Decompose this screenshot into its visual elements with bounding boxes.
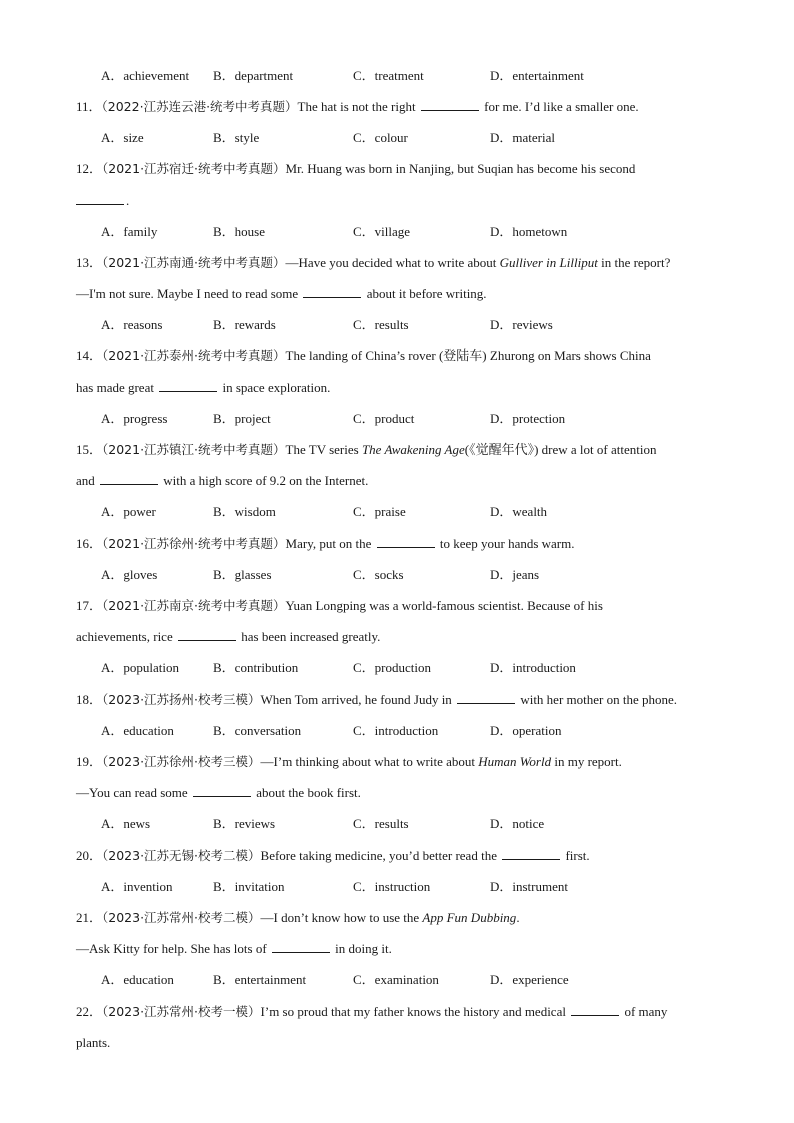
q19-option-b: B．reviews bbox=[213, 816, 276, 831]
q18-option-b: B．conversation bbox=[213, 723, 302, 738]
q14-line2-text: has made great bbox=[76, 380, 154, 395]
q15-option-d: D．wealth bbox=[490, 504, 548, 519]
q17-option-b: B．contribution bbox=[213, 660, 299, 675]
q21-number: 21． bbox=[76, 910, 103, 925]
q21-text-after: . bbox=[516, 910, 520, 925]
q20-stem bbox=[76, 847, 724, 865]
q10-option-a: A．achievement bbox=[101, 68, 190, 83]
q15-blank bbox=[100, 472, 158, 485]
q13-options bbox=[101, 316, 734, 334]
q10-option-c: C．treatment bbox=[353, 68, 424, 83]
q21-app-name: App Fun Dubbing bbox=[422, 910, 517, 925]
q18-stem bbox=[76, 691, 724, 709]
q11-option-c: C．colour bbox=[353, 130, 408, 145]
q19-option-a: A．news bbox=[101, 816, 151, 831]
q17-blank bbox=[178, 628, 236, 641]
q21-option-b: B．entertainment bbox=[213, 972, 307, 987]
q21-blank bbox=[272, 940, 330, 953]
q17-text: Yuan Longping was a world-famous scientist. Because of his bbox=[285, 598, 603, 613]
q15-stem-line2 bbox=[76, 472, 724, 490]
q11-text: The hat is not the right bbox=[297, 99, 416, 114]
q11-number: 11． bbox=[76, 99, 102, 114]
q17-options bbox=[101, 659, 734, 677]
q15-options bbox=[101, 503, 734, 521]
q18-options bbox=[101, 722, 734, 740]
q19-line2-text: —You can read some bbox=[76, 785, 188, 800]
q13-line2-text: —I'm not sure. Maybe I need to read some bbox=[76, 286, 299, 301]
q14-option-a: A．progress bbox=[101, 411, 168, 426]
q13-source: （2021·江苏南通·统考中考真题） bbox=[102, 255, 286, 270]
q21-option-c: C．examination bbox=[353, 972, 439, 987]
q14-source: （2021·江苏泰州·统考中考真题） bbox=[102, 348, 286, 363]
q21-stem bbox=[76, 909, 724, 927]
q15-line2-text: and bbox=[76, 473, 95, 488]
q17-stem bbox=[76, 597, 724, 615]
q19-options bbox=[101, 815, 734, 833]
q19-stem-line2 bbox=[76, 784, 724, 802]
q22-stem-line2 bbox=[76, 1034, 724, 1052]
q21-options bbox=[101, 971, 734, 989]
q12-stem bbox=[76, 160, 724, 178]
q14-options bbox=[101, 410, 734, 428]
q19-text-after: in my report. bbox=[554, 754, 622, 769]
q13-stem bbox=[76, 254, 724, 272]
q16-stem bbox=[76, 535, 724, 553]
q18-option-d: D．operation bbox=[490, 723, 562, 738]
q19-source: （2023·江苏徐州·校考三模） bbox=[102, 754, 261, 769]
q12-number: 12． bbox=[76, 161, 103, 176]
q14-option-c: C．product bbox=[353, 411, 415, 426]
q20-source: （2023·江苏无锡·校考二模） bbox=[102, 848, 261, 863]
q13-text-after: in the report? bbox=[601, 255, 671, 270]
q17-option-c: C．production bbox=[353, 660, 431, 675]
q15-text: The TV series bbox=[285, 442, 359, 457]
q13-option-a: A．reasons bbox=[101, 317, 163, 332]
q22-text: I’m so proud that my father knows the history and medical bbox=[260, 1004, 566, 1019]
q18-text: When Tom arrived, he found Judy in bbox=[260, 692, 452, 707]
q17-source: （2021·江苏南京·统考中考真题） bbox=[102, 598, 286, 613]
q19-number: 19． bbox=[76, 754, 103, 769]
q17-line2-after: has been increased greatly. bbox=[241, 629, 381, 644]
q12-option-a: A．family bbox=[101, 224, 158, 239]
q16-option-c: C．socks bbox=[353, 567, 404, 582]
q17-stem-line2 bbox=[76, 628, 724, 646]
q11-text-after: for me. I’d like a smaller one. bbox=[484, 99, 639, 114]
q19-option-d: D．notice bbox=[490, 816, 545, 831]
q12-option-b: B．house bbox=[213, 224, 266, 239]
q10-option-d: D．entertainment bbox=[490, 68, 584, 83]
q19-blank bbox=[193, 784, 251, 797]
q16-option-d: D．jeans bbox=[490, 567, 540, 582]
q22-text-after: of many bbox=[624, 1004, 668, 1019]
q15-option-b: B．wisdom bbox=[213, 504, 276, 519]
q14-stem-line2 bbox=[76, 379, 724, 397]
q13-option-d: D．reviews bbox=[490, 317, 553, 332]
q16-text: Mary, put on the bbox=[285, 536, 372, 551]
q15-series-title: The Awakening Age bbox=[361, 442, 465, 457]
q11-option-d: D．material bbox=[490, 130, 555, 145]
q10-options bbox=[101, 67, 734, 85]
q14-line2-after: in space exploration. bbox=[222, 380, 331, 395]
q16-option-b: B．glasses bbox=[213, 567, 272, 582]
q20-number: 20． bbox=[76, 848, 103, 863]
q16-text-after: to keep your hands warm. bbox=[439, 536, 575, 551]
q14-option-d: D．protection bbox=[490, 411, 566, 426]
q22-number: 22． bbox=[76, 1004, 103, 1019]
q18-option-c: C．introduction bbox=[353, 723, 439, 738]
q14-stem bbox=[76, 347, 724, 365]
q18-blank bbox=[457, 691, 515, 704]
q12-option-c: C．village bbox=[353, 224, 411, 239]
q14-text: The landing of China’s rover (登陆车) Zhurong on Mars shows China bbox=[285, 348, 651, 363]
q15-line2-after: with a high score of 9.2 on the Internet. bbox=[163, 473, 369, 488]
q20-text: Before taking medicine, you’d better read the bbox=[260, 848, 497, 863]
q22-line2-text: plants. bbox=[76, 1035, 111, 1050]
q16-blank bbox=[377, 535, 435, 548]
q21-line2-after: in doing it. bbox=[335, 941, 392, 956]
q14-blank bbox=[159, 379, 217, 392]
q15-option-a: A．power bbox=[101, 504, 156, 519]
q17-line2-text: achievements, rice bbox=[76, 629, 173, 644]
q20-blank bbox=[502, 847, 560, 860]
q17-option-a: A．population bbox=[101, 660, 179, 675]
q17-option-d: D．introduction bbox=[490, 660, 576, 675]
q13-line2-after: about it before writing. bbox=[366, 286, 487, 301]
q14-option-b: B．project bbox=[213, 411, 271, 426]
q21-text: —I don’t know how to use the bbox=[260, 910, 420, 925]
q17-number: 17． bbox=[76, 598, 103, 613]
q12-option-d: D．hometown bbox=[490, 224, 568, 239]
q11-source: （2022·江苏连云港·统考中考真题） bbox=[101, 99, 298, 114]
q16-option-a: A．gloves bbox=[101, 567, 158, 582]
q15-source: （2021·江苏镇江·统考中考真题） bbox=[102, 442, 286, 457]
q12-text: Mr. Huang was born in Nanjing, but Suqian has become his second bbox=[285, 161, 636, 176]
q20-option-d: D．instrument bbox=[490, 879, 568, 894]
q15-number: 15． bbox=[76, 442, 103, 457]
q11-option-b: B．style bbox=[213, 130, 260, 145]
q21-stem-line2 bbox=[76, 940, 724, 958]
q22-blank bbox=[571, 1003, 619, 1016]
q19-line2-after: about the book first. bbox=[256, 785, 361, 800]
q19-stem bbox=[76, 753, 724, 771]
q12-text-after: . bbox=[126, 193, 130, 208]
q18-source: （2023·江苏扬州·校考三模） bbox=[102, 692, 261, 707]
q11-option-a: A．size bbox=[101, 130, 144, 145]
q11-blank bbox=[421, 98, 479, 111]
q13-book-title: Gulliver in Lilliput bbox=[499, 255, 598, 270]
q12-source: （2021·江苏宿迁·统考中考真题） bbox=[102, 161, 286, 176]
q13-number: 13． bbox=[76, 255, 103, 270]
q13-stem-line2 bbox=[76, 285, 724, 303]
q20-option-c: C．instruction bbox=[353, 879, 431, 894]
q21-option-d: D．experience bbox=[490, 972, 569, 987]
q16-source: （2021·江苏徐州·统考中考真题） bbox=[102, 536, 286, 551]
q22-stem bbox=[76, 1003, 724, 1021]
q20-option-a: A．invention bbox=[101, 879, 173, 894]
q15-option-c: C．praise bbox=[353, 504, 406, 519]
q15-text-after: (《觉醒年代》) drew a lot of attention bbox=[464, 442, 657, 457]
q13-option-b: B．rewards bbox=[213, 317, 276, 332]
q13-blank bbox=[303, 285, 361, 298]
q19-book-title: Human World bbox=[478, 754, 552, 769]
q14-number: 14． bbox=[76, 348, 103, 363]
q16-number: 16． bbox=[76, 536, 103, 551]
q16-options bbox=[101, 566, 734, 584]
q20-text-after: first. bbox=[565, 848, 590, 863]
q18-number: 18． bbox=[76, 692, 103, 707]
q10-option-b: B．department bbox=[213, 68, 294, 83]
q18-option-a: A．education bbox=[101, 723, 174, 738]
q11-options bbox=[101, 129, 734, 147]
q15-stem bbox=[76, 441, 724, 459]
q21-source: （2023·江苏常州·校考二模） bbox=[102, 910, 261, 925]
q13-text: —Have you decided what to write about bbox=[285, 255, 497, 270]
q19-option-c: C．results bbox=[353, 816, 409, 831]
q12-stem-line2 bbox=[76, 192, 724, 210]
q19-text: —I’m thinking about what to write about bbox=[260, 754, 475, 769]
q13-option-c: C．results bbox=[353, 317, 409, 332]
q21-line2-text: —Ask Kitty for help. She has lots of bbox=[76, 941, 267, 956]
q20-option-b: B．invitation bbox=[213, 879, 285, 894]
q18-text-after: with her mother on the phone. bbox=[520, 692, 677, 707]
q22-source: （2023·江苏常州·校考一模） bbox=[102, 1004, 261, 1019]
q11-stem bbox=[76, 98, 724, 116]
q20-options bbox=[101, 878, 734, 896]
q12-blank bbox=[76, 192, 124, 205]
q21-option-a: A．education bbox=[101, 972, 174, 987]
q12-options bbox=[101, 223, 734, 241]
